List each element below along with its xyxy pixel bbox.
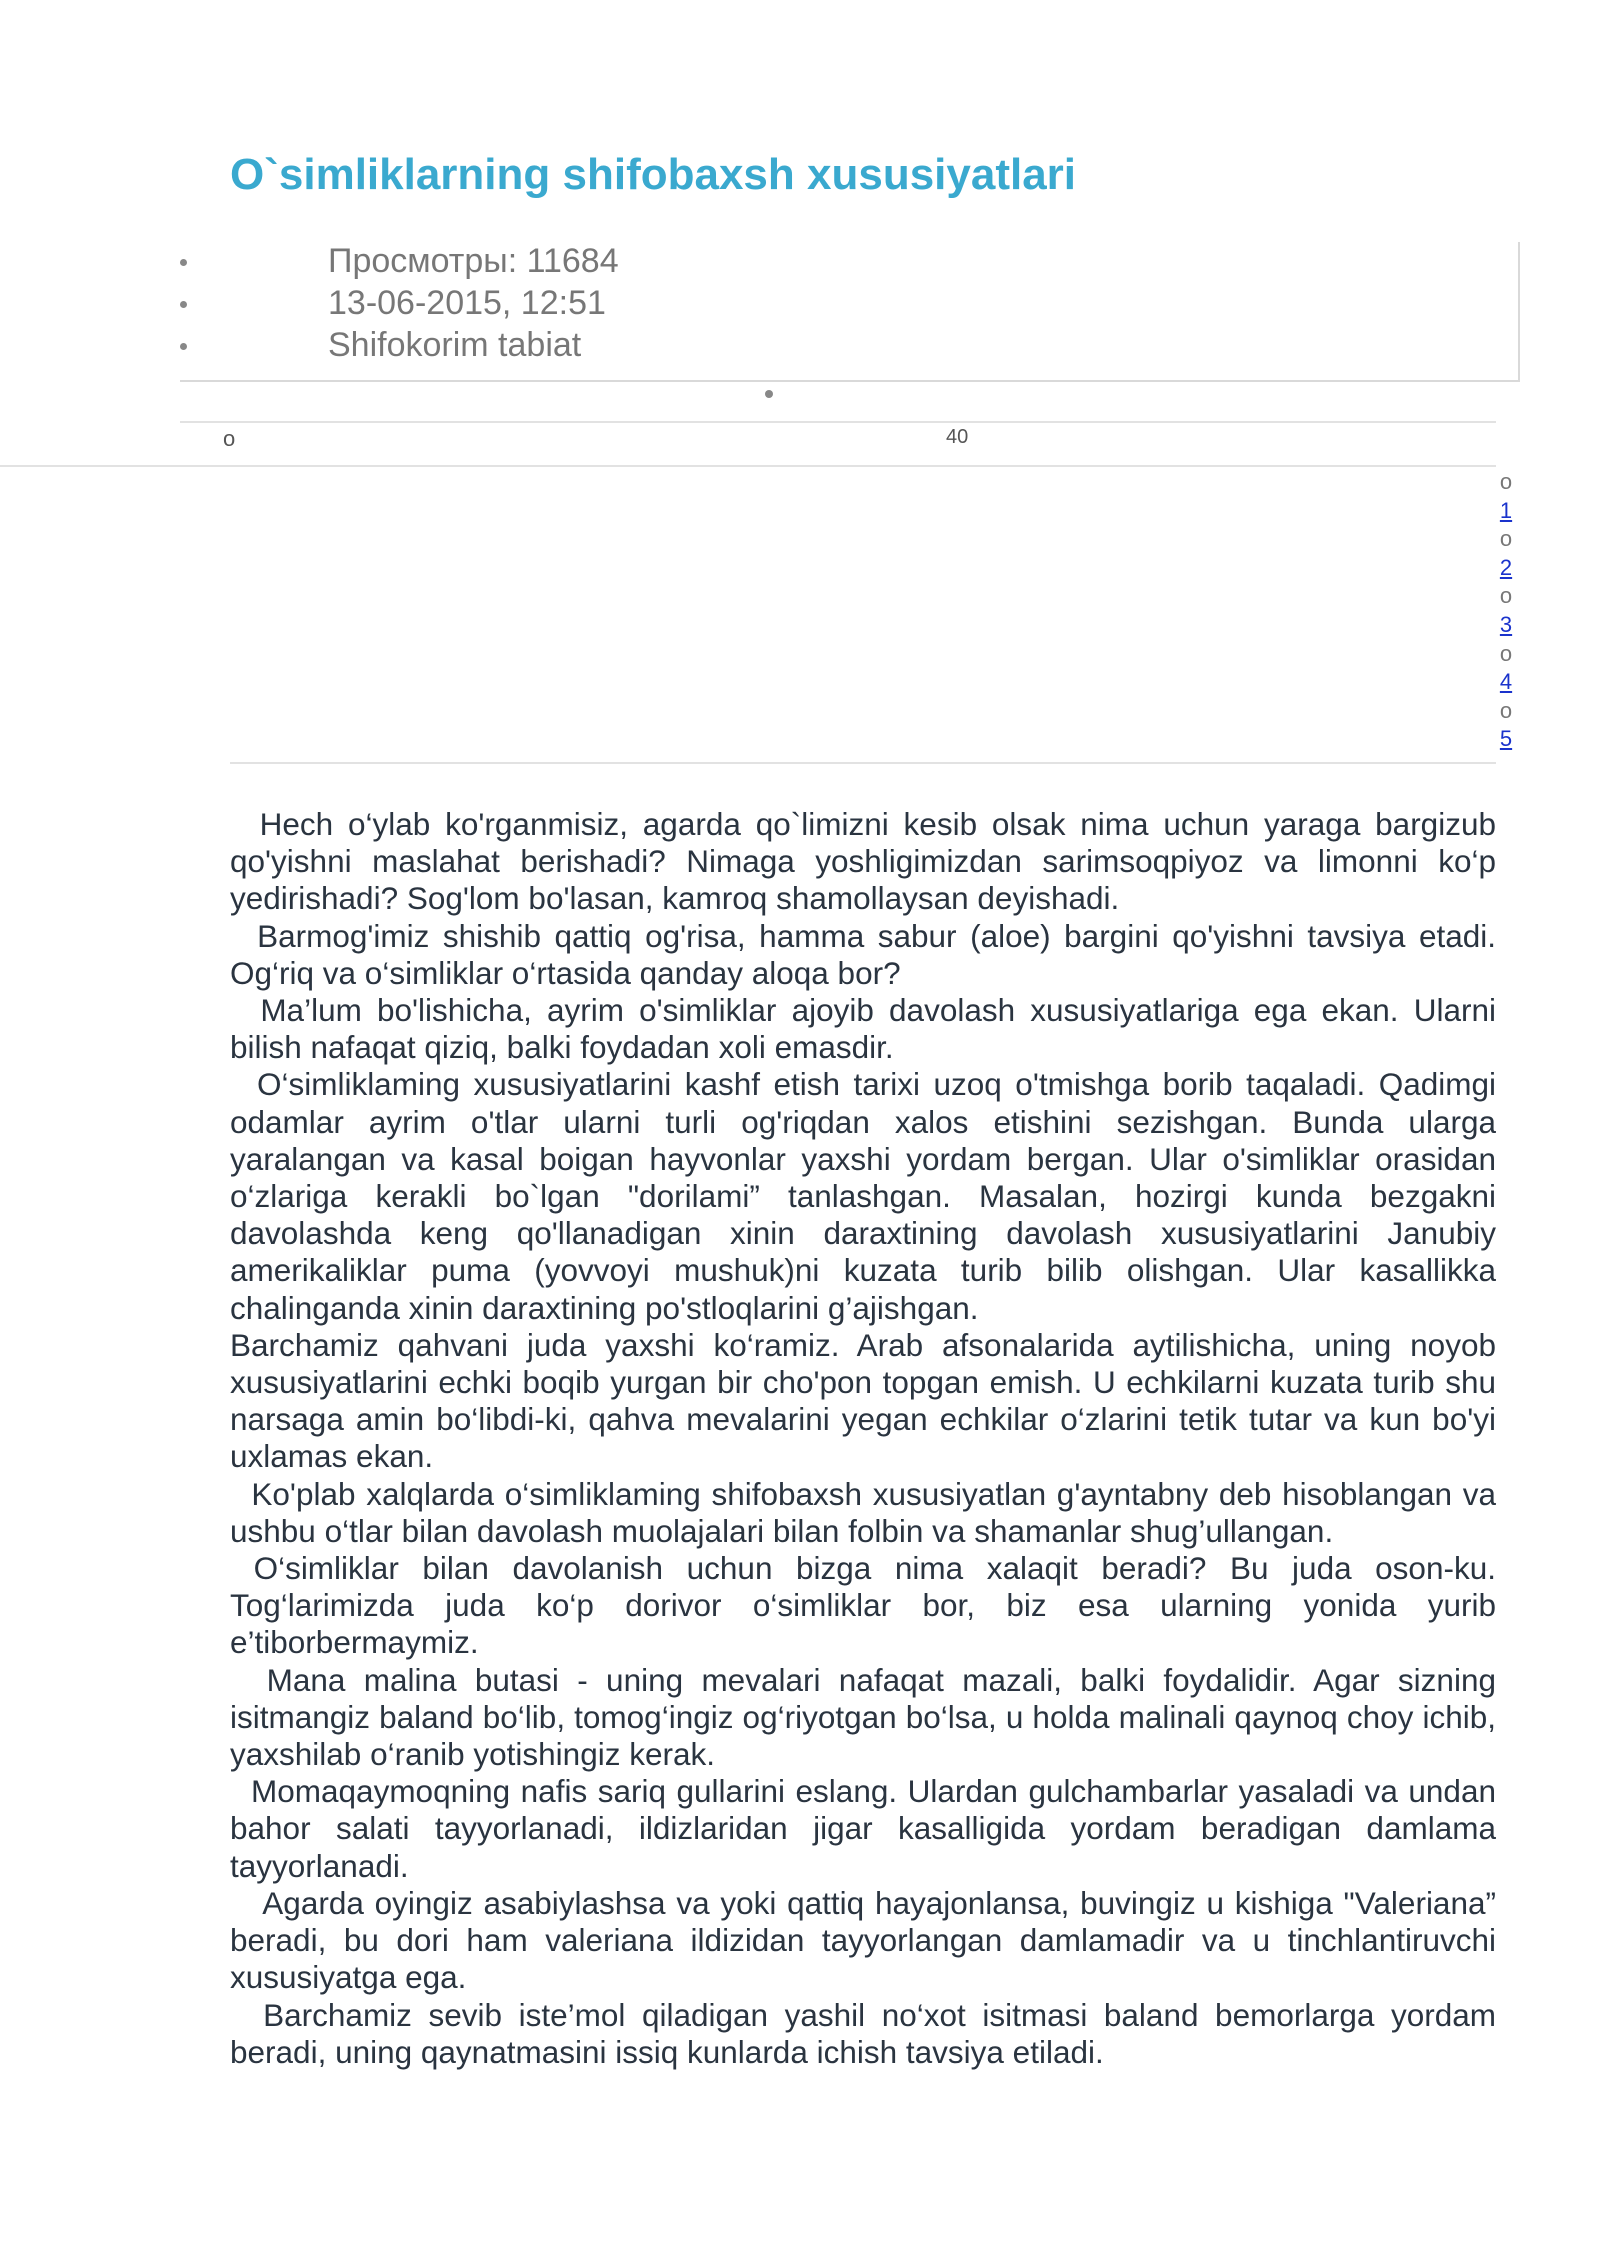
publish-date: 13-06-2015, 12:51 — [328, 284, 606, 322]
pagination — [1494, 468, 1518, 754]
paragraph: O‘simliklar bilan davolanish uchun bizga nima xalaqit beradi? Bu juda oson-ku. Tog‘larimizda juda ko‘p dorivor o‘simliklar bor, biz esa ularning yonida yurib e’tiborbermaymiz. — [230, 1550, 1505, 1661]
paragraph: Barmog'imiz shishib qattiq og'risa, hamma sabur (aloe) bargini qo'yishni tavsiya etadi. Og‘riq va o‘simliklar o‘rtasida qanday aloqa bor? — [230, 917, 1505, 991]
page-link-4[interactable]: 4 — [1499, 669, 1513, 695]
paragraph: Hech o‘ylab ko'rganmisiz, agarda qo`limizni kesib olsak nima uchun yaraga bargizub qo'yishni maslahat berishadi? Nimaga yoshligimizdan sarimsoqpiyoz va limonni ko‘p yedirishadi? Sog'lom bo'lasan, kamroq shamollaysan deyishadi. — [230, 806, 1505, 917]
counter-marker: o — [223, 426, 236, 451]
paragraph: Momaqaymoqning nafis sariq gullarini eslang. Ulardan gulchambarlar yasaladi va undan bahor salati tayyorlanadi, ildizlaridan jigar kasalligida yordam beradigan damlama tayyorlanadi. — [230, 1773, 1505, 1884]
page-link-1[interactable]: 1 — [1499, 497, 1513, 523]
pagination-marker: o — [1499, 526, 1513, 552]
article-title: O`simliklarning shifobaxsh xususiyatlari — [230, 150, 1077, 199]
divider — [230, 762, 1496, 764]
page-link-2[interactable]: 2 — [1499, 554, 1513, 580]
paragraph: Barchamiz qahvani juda yaxshi ko‘ramiz. Arab afsonalarida aytilishicha, uning noyob xususiyatlarini echki boqib yurgan bir cho'pon topgan emish. U echkilarni kuzata turib shu narsaga amin bo‘libdi-ki, qahva mevalarini yegan echkilar o‘zlarini tetik tutar va kun bo'yi uxlamas ekan. — [230, 1326, 1505, 1475]
paragraph: Mana malina butasi - uning mevalari nafaqat mazali, balki foydalidir. Agar sizning isitmangiz baland bo‘lib, tomog‘ingiz og‘riyotgan bo‘lsa, u holda malinali qaynoq choy ichib, yaxshilab o‘ranib yotishingiz kerak. — [230, 1661, 1505, 1773]
pagination-marker: o — [1499, 469, 1513, 494]
bullet-icon — [765, 390, 773, 398]
page-link-5[interactable]: 5 — [1499, 726, 1513, 752]
bullet-icon — [180, 301, 187, 308]
bullet-icon — [180, 259, 187, 266]
pagination-marker: o — [1499, 583, 1513, 609]
views-count: Просмотры: 11684 — [328, 242, 619, 280]
paragraph: Ma’lum bo'lishicha, ayrim o'simliklar ajoyib davolash xususiyatlariga ega ekan. Ularni bilish nafaqat qiziq, balki foydadan xoli emasdir. — [230, 992, 1505, 1066]
paragraph: O‘simliklaming xususiyatlarini kashf etish tarixi uzoq o'tmishga borib taqaladi. Qadimgi odamlar ayrim o'tlar ularni turli og'riqdan xalos etishini sezishgan. Bunda ularga yaralangan va kasal boigan hayvonlar yaxshi yordam bergan. Ular o'simliklar orasidan o‘zlariga kerakli bo`lgan "dorilami” tanlashgan. Masalan, hozirgi kunda bezgakni davolashda keng qo'llanadigan xinin daraxtining davolash xususiyatlarini Janubiy amerikaliklar puma (yovvoyi mushuk)ni kuzata turib bilib olishgan. Ular kasallikka chalinganda xinin daraxtining po'stloqlarini g’ajishgan. — [230, 1066, 1505, 1326]
divider — [180, 421, 1496, 423]
paragraph: Agarda oyingiz asabiylashsa va yoki qattiq hayajonlansa, buvingiz u kishiga "Valeriana” beradi, bu dori ham valeriana ildizidan tayyorlangan damlamadir va u tinchlantiruvchi xususiyatga ega. — [230, 1884, 1505, 1996]
article-body — [230, 806, 1505, 2071]
paragraph: Ko'plab xalqlarda o‘simliklaming shifobaxsh xususiyatlan g'ayntabny deb hisoblangan va ushbu o‘tlar bilan davolash muolajalari bilan folbin va shamanlar shug’ullangan. — [230, 1475, 1505, 1549]
divider — [0, 465, 1496, 467]
counter-value: 40 — [946, 426, 969, 448]
category-link[interactable]: Shifokorim tabiat — [328, 326, 582, 364]
article-meta-box — [180, 242, 1520, 382]
pagination-marker: o — [1499, 697, 1513, 723]
page-link-3[interactable]: 3 — [1499, 611, 1513, 637]
bullet-icon — [180, 343, 187, 350]
paragraph: Barchamiz sevib iste’mol qiladigan yashil no‘xot isitmasi baland bemorlarga yordam beradi, uning qaynatmasini issiq kunlarda ichish tavsiya etiladi. — [230, 1996, 1505, 2070]
pagination-marker: o — [1499, 640, 1513, 666]
